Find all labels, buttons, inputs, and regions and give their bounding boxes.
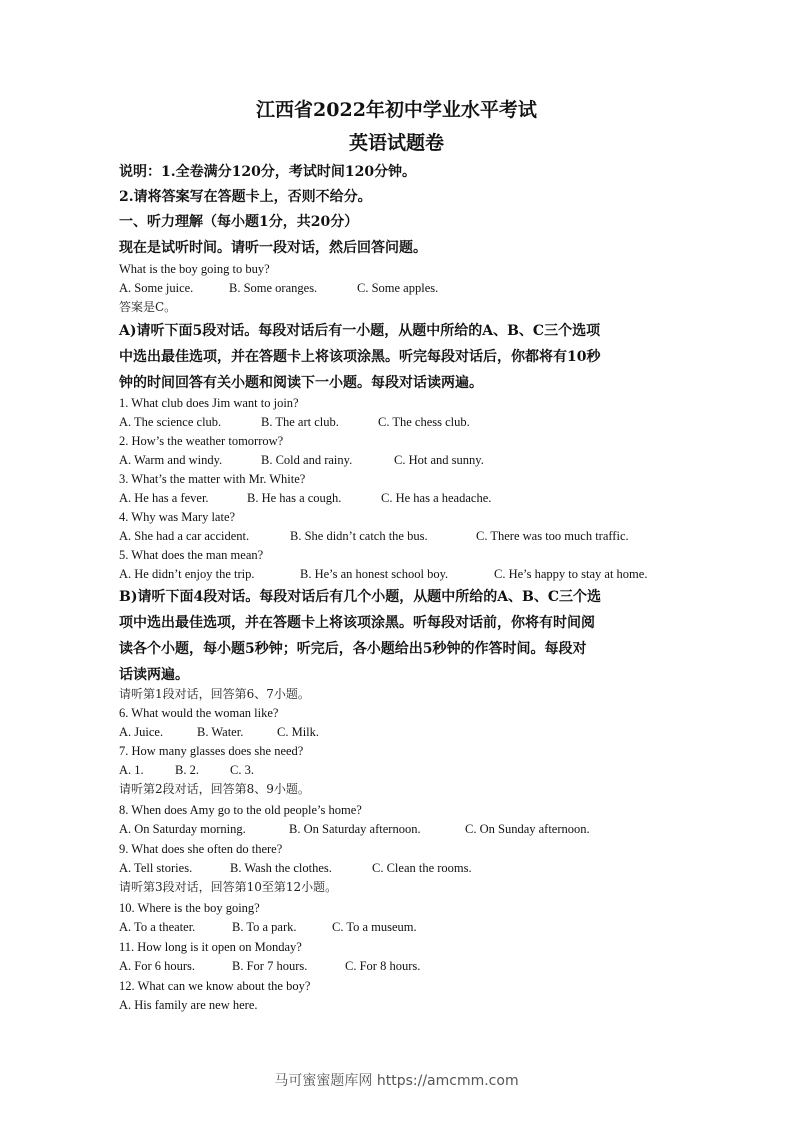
note-2: 2.请将答案写在答题卡上，否则不给分。 bbox=[119, 189, 372, 205]
option: B. The art club. bbox=[261, 415, 339, 429]
options-8 bbox=[119, 821, 590, 838]
option: A. Tell stories. bbox=[119, 861, 193, 875]
part-b-instructions bbox=[119, 584, 679, 688]
option: B. For 7 hours. bbox=[232, 959, 308, 973]
option: C. 3. bbox=[230, 763, 254, 777]
instruction-line: 读各个小题，每小题5秒钟；听完后，各小题给出5秒钟的作答时间。每段对 bbox=[119, 641, 587, 657]
question-7: 7. How many glasses does she need? bbox=[119, 744, 304, 758]
options-9 bbox=[119, 860, 472, 877]
trial-question: What is the boy going to buy? bbox=[119, 262, 270, 276]
instruction-line: 话读两遍。 bbox=[119, 667, 189, 683]
options-5 bbox=[119, 566, 647, 583]
options-2 bbox=[119, 452, 484, 469]
option: B. She didn’t catch the bus. bbox=[290, 529, 428, 543]
option: C. He has a headache. bbox=[381, 491, 492, 505]
option: A. Some juice. bbox=[119, 281, 194, 295]
option: B. He’s an honest school boy. bbox=[300, 567, 449, 581]
question-12: 12. What can we know about the boy? bbox=[119, 979, 311, 993]
trial-options bbox=[119, 280, 438, 297]
option: A. The science club. bbox=[119, 415, 222, 429]
option: B. 2. bbox=[175, 763, 199, 777]
instruction-line: 项中选出最佳选项，并在答题卡上将该项涂黑。听每段对话前，你将有时间阅 bbox=[119, 615, 595, 631]
options-7 bbox=[119, 762, 254, 779]
question-8: 8. When does Amy go to the old people’s home? bbox=[119, 803, 362, 817]
option: B. Some oranges. bbox=[229, 281, 318, 295]
options-6 bbox=[119, 724, 319, 741]
option: C. He’s happy to stay at home. bbox=[494, 567, 648, 581]
option: A. He has a fever. bbox=[119, 491, 209, 505]
exam-title: 江西省2022年初中学业水平考试 bbox=[256, 99, 537, 121]
option: C. Some apples. bbox=[357, 281, 439, 295]
option: A. To a theater. bbox=[119, 920, 196, 934]
options-4 bbox=[119, 528, 629, 545]
dialog-1-note: 请听第1段对话，回答第6、7小题。 bbox=[119, 687, 310, 701]
trial-heading: 现在是试听时间。请听一段对话，然后回答问题。 bbox=[119, 240, 427, 256]
question-3: 3. What’s the matter with Mr. White? bbox=[119, 472, 306, 486]
option: B. On Saturday afternoon. bbox=[289, 822, 421, 836]
instruction-line: 中选出最佳选项，并在答题卡上将该项涂黑。听完每段对话后，你都将有10秒 bbox=[119, 349, 601, 365]
option: A. She had a car accident. bbox=[119, 529, 250, 543]
instruction-line: A)请听下面5段对话。每段对话后有一小题，从题中所给的A、B、C三个选项 bbox=[119, 323, 601, 339]
trial-answer: 答案是C。 bbox=[119, 300, 177, 314]
option: C. Clean the rooms. bbox=[372, 861, 472, 875]
note-1: 说明：1.全卷满分120分，考试时间120分钟。 bbox=[119, 164, 417, 180]
option: A. 1. bbox=[119, 763, 144, 777]
option: A. On Saturday morning. bbox=[119, 822, 246, 836]
option: C. The chess club. bbox=[378, 415, 470, 429]
part-a-instructions bbox=[119, 318, 679, 396]
option: A. Warm and windy. bbox=[119, 453, 223, 467]
options-12 bbox=[119, 997, 258, 1014]
exam-subtitle: 英语试题卷 bbox=[348, 132, 444, 154]
option: B. He has a cough. bbox=[247, 491, 342, 505]
option: C. On Sunday afternoon. bbox=[465, 822, 590, 836]
option: A. His family are new here. bbox=[119, 998, 258, 1012]
question-2: 2. How’s the weather tomorrow? bbox=[119, 434, 284, 448]
question-6: 6. What would the woman like? bbox=[119, 706, 279, 720]
option: A. Juice. bbox=[119, 725, 164, 739]
option: A. He didn’t enjoy the trip. bbox=[119, 567, 255, 581]
section-heading: 一、听力理解（每小题1分，共20分） bbox=[119, 214, 359, 230]
option: C. There was too much traffic. bbox=[476, 529, 629, 543]
option: A. For 6 hours. bbox=[119, 959, 196, 973]
options-10 bbox=[119, 919, 417, 936]
question-10: 10. Where is the boy going? bbox=[119, 901, 260, 915]
dialog-3-note: 请听第3段对话，回答第10至第12小题。 bbox=[119, 880, 338, 894]
option: C. Milk. bbox=[277, 725, 320, 739]
option: B. Cold and rainy. bbox=[261, 453, 353, 467]
question-9: 9. What does she often do there? bbox=[119, 842, 283, 856]
option: B. Water. bbox=[197, 725, 244, 739]
watermark-footer: 马可蜜蜜题库网 https://amcmm.com bbox=[274, 1073, 519, 1089]
question-5: 5. What does the man mean? bbox=[119, 548, 264, 562]
instruction-line: 钟的时间回答有关小题和阅读下一小题。每段对话读两遍。 bbox=[119, 375, 483, 391]
option: B. To a park. bbox=[232, 920, 297, 934]
question-4: 4. Why was Mary late? bbox=[119, 510, 236, 524]
options-11 bbox=[119, 958, 420, 975]
options-3 bbox=[119, 490, 491, 507]
option: B. Wash the clothes. bbox=[230, 861, 332, 875]
instruction-line: B)请听下面4段对话。每段对话后有几个小题，从题中所给的A、B、C三个选 bbox=[119, 589, 602, 605]
option: C. Hot and sunny. bbox=[394, 453, 484, 467]
question-11: 11. How long is it open on Monday? bbox=[119, 940, 302, 954]
dialog-2-note: 请听第2段对话，回答第8、9小题。 bbox=[119, 782, 310, 796]
question-1: 1. What club does Jim want to join? bbox=[119, 396, 299, 410]
option: C. For 8 hours. bbox=[345, 959, 421, 973]
options-1 bbox=[119, 414, 470, 431]
option: C. To a museum. bbox=[332, 920, 417, 934]
